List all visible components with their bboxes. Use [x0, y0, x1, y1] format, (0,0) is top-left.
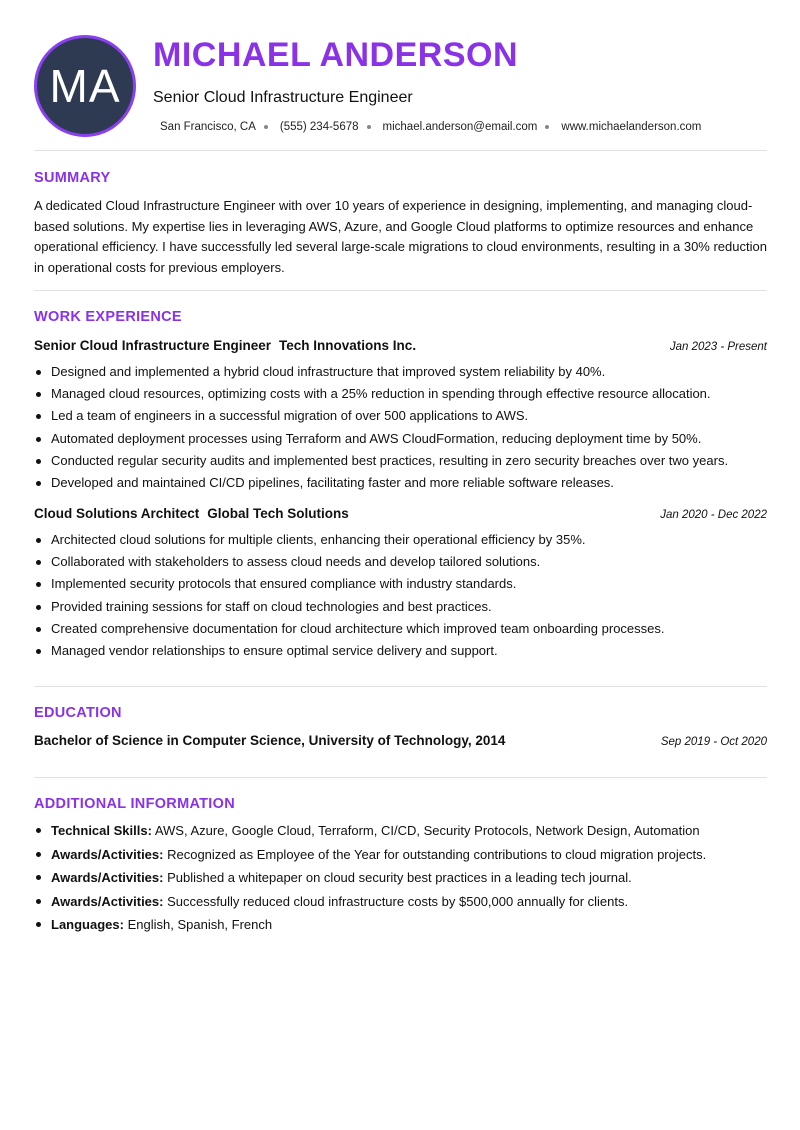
- list-item: Automated deployment processes using Terraform and AWS CloudFormation, reducing deployment time by 50%.: [34, 428, 767, 450]
- divider: [34, 150, 767, 151]
- separator-dot-icon: [545, 125, 549, 129]
- item-text: Successfully reduced cloud infrastructure costs by $500,000 annually for clients.: [167, 893, 629, 909]
- job-role: Senior Cloud Infrastructure Engineer: [34, 338, 272, 353]
- job-company: Global Tech Solutions: [207, 506, 349, 521]
- separator-dot-icon: [367, 125, 371, 129]
- education-dates: Sep 2019 - Oct 2020: [660, 736, 767, 748]
- item-label: Technical Skills:: [51, 823, 152, 838]
- list-item: Architected cloud solutions for multiple clients, enhancing their operational efficiency by 35%.: [34, 529, 767, 551]
- list-item: [34, 913, 767, 937]
- candidate-title: Senior Cloud Infrastructure Engineer: [153, 89, 413, 106]
- additional-list: [34, 819, 767, 937]
- contact-phone: (555) 234-5678: [279, 121, 359, 133]
- list-item: [34, 866, 767, 890]
- item-text: Published a whitepaper on cloud security best practices in a leading tech journal.: [167, 870, 632, 885]
- candidate-name: MICHAEL ANDERSON: [153, 36, 519, 74]
- item-label: Awards/Activities:: [51, 893, 164, 909]
- divider: [34, 777, 767, 778]
- contact-location: San Francisco, CA: [160, 121, 256, 133]
- contact-email[interactable]: michael.anderson@email.com: [382, 121, 538, 133]
- summary-text: A dedicated Cloud Infrastructure Engineer with over 10 years of experience in designing, implementing, and managing cloud-based solutions. My expertise lies in leveraging AWS, Azure, and Google Cloud platforms to optimize resources and enhance operational efficiency. I have successfully led several large-scale migrations to cloud environments, resulting in a 30% reduction in operational costs for previous employers.: [34, 198, 767, 275]
- item-label: Awards/Activities:: [51, 846, 164, 862]
- list-item: Led a team of engineers in a successful migration of over 500 applications to AWS.: [34, 405, 767, 427]
- divider: [34, 686, 767, 687]
- list-item: Managed vendor relationships to ensure optimal service delivery and support.: [34, 640, 767, 662]
- item-text: Recognized as Employee of the Year for outstanding contributions to cloud migration projects.: [167, 846, 707, 862]
- job-bullet-list: [34, 529, 767, 662]
- education-entry: [34, 733, 767, 748]
- job-header: [34, 338, 767, 353]
- list-item: Created comprehensive documentation for cloud architecture which improved team onboarding processes.: [34, 618, 767, 640]
- additional-heading: ADDITIONAL INFORMATION: [34, 796, 235, 812]
- contact-bar: [160, 121, 701, 133]
- avatar: [34, 35, 136, 137]
- contact-website[interactable]: www.michaelanderson.com: [561, 121, 702, 133]
- list-item: Collaborated with stakeholders to assess cloud needs and develop tailored solutions.: [34, 551, 767, 573]
- list-item: Designed and implemented a hybrid cloud infrastructure that improved system reliability by 40%.: [34, 361, 767, 383]
- job-company: Tech Innovations Inc.: [279, 338, 417, 353]
- job-header: [34, 506, 767, 521]
- item-text: English, Spanish, French: [127, 917, 273, 932]
- item-label: Languages:: [51, 917, 124, 932]
- list-item: Conducted regular security audits and implemented best practices, resulting in zero security breaches over two years.: [34, 450, 767, 472]
- job-bullet-list: [34, 361, 767, 494]
- job-title-line: [34, 506, 349, 521]
- divider: [34, 290, 767, 291]
- list-item: Developed and maintained CI/CD pipelines, facilitating faster and more reliable software releases.: [34, 472, 767, 494]
- job-dates: Jan 2023 - Present: [669, 341, 767, 353]
- list-item: [34, 843, 767, 867]
- list-item: [34, 819, 767, 843]
- avatar-initials: MA: [49, 60, 121, 112]
- education-degree: Bachelor of Science in Computer Science, University of Technology, 2014: [34, 733, 506, 748]
- list-item: [34, 890, 767, 914]
- list-item: Managed cloud resources, optimizing costs with a 25% reduction in spending through effective resource allocation.: [34, 383, 767, 405]
- list-item: Implemented security protocols that ensured compliance with industry standards.: [34, 573, 767, 595]
- education-heading: EDUCATION: [34, 705, 122, 721]
- job-role: Cloud Solutions Architect: [34, 506, 200, 521]
- summary-heading: SUMMARY: [34, 170, 111, 186]
- job-title-line: [34, 338, 416, 353]
- list-item: Provided training sessions for staff on cloud technologies and best practices.: [34, 596, 767, 618]
- job-dates: Jan 2020 - Dec 2022: [660, 509, 767, 521]
- experience-heading: WORK EXPERIENCE: [34, 309, 182, 325]
- item-text: AWS, Azure, Google Cloud, Terraform, CI/CD, Security Protocols, Network Design, Automation: [154, 823, 700, 838]
- item-label: Awards/Activities:: [51, 870, 164, 885]
- separator-dot-icon: [264, 125, 268, 129]
